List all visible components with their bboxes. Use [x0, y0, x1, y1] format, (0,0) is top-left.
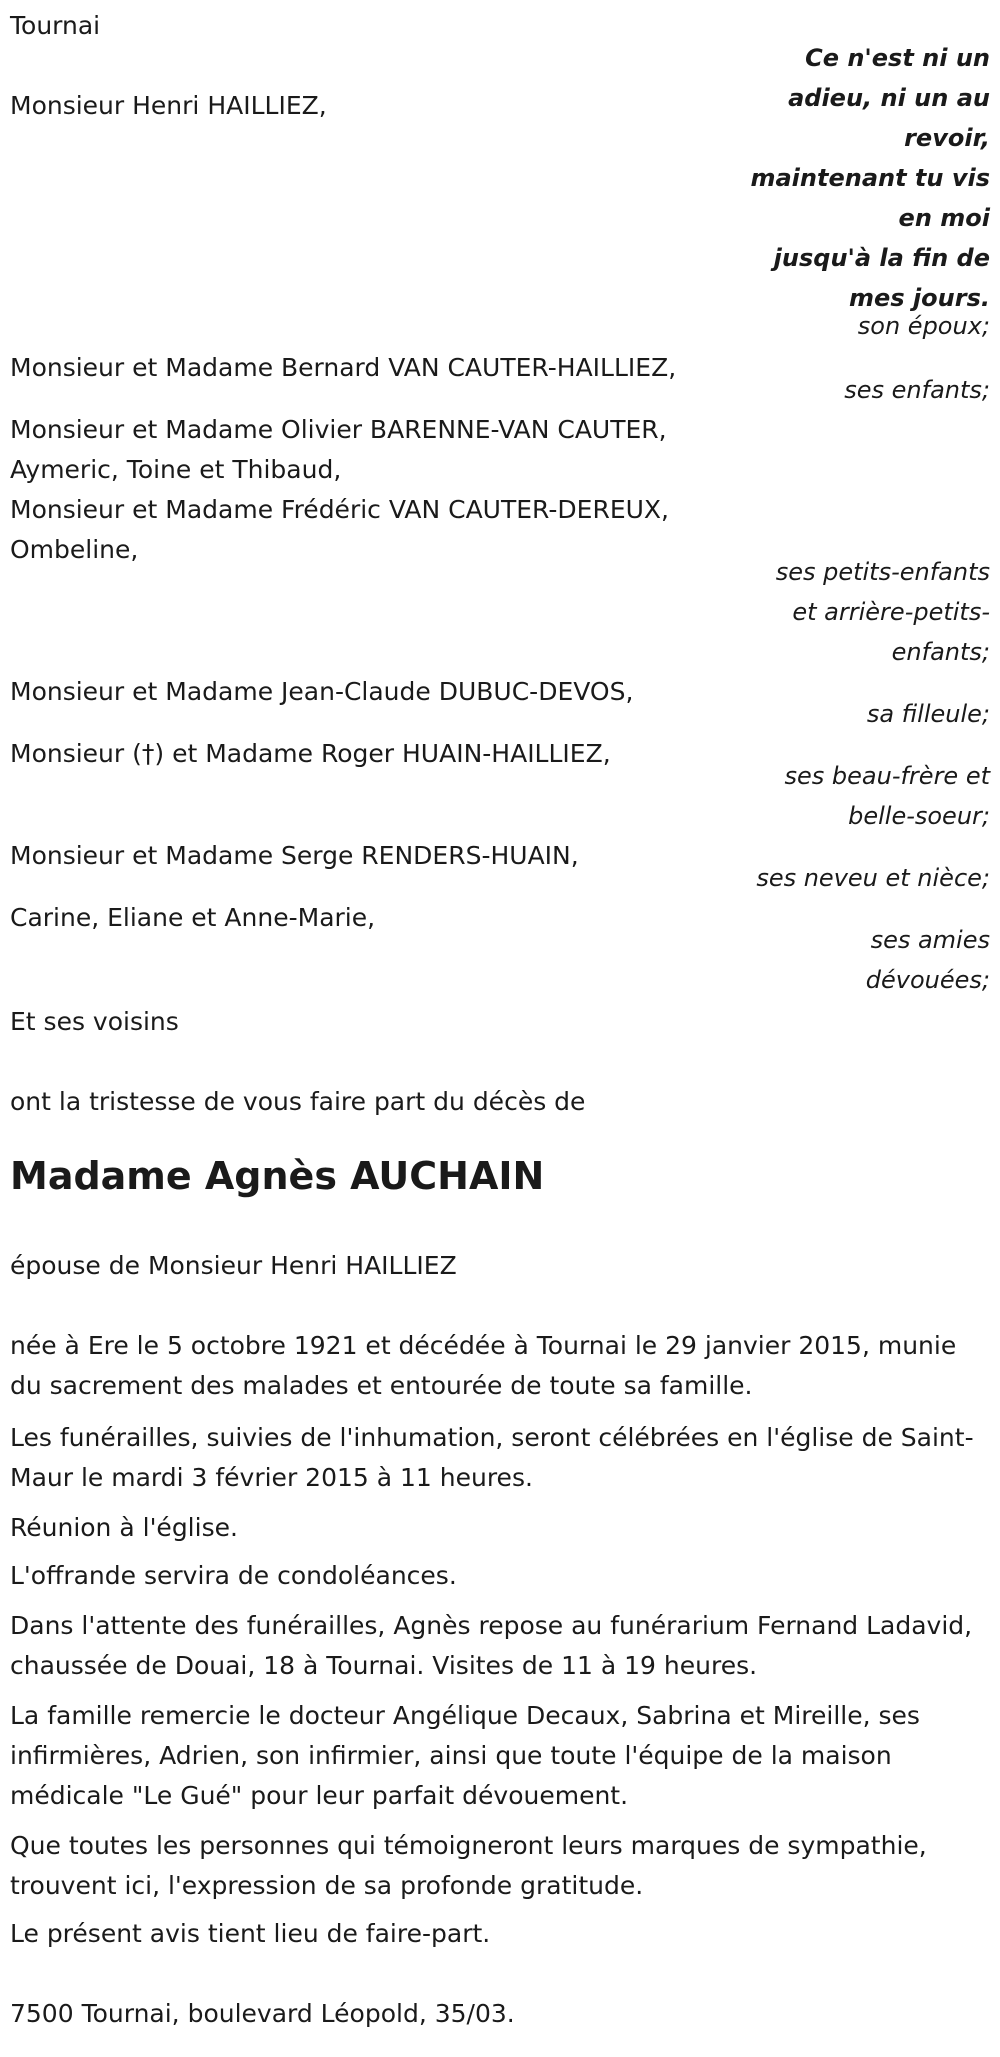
notice-paragraph: Le présent avis tient lieu de faire-part. [10, 1919, 491, 1948]
nephew-name: Monsieur et Madame Serge RENDERS-HUAIN, [10, 841, 579, 870]
neighbors: Et ses voisins [10, 1007, 179, 1036]
nephew-role: ses neveu et nièce; [756, 864, 990, 892]
spouse-line: épouse de Monsieur Henri HAILLIEZ [10, 1251, 457, 1280]
husband-name: Monsieur Henri HAILLIEZ, [10, 91, 327, 120]
friends-role: ses amies dévouées; [865, 926, 990, 994]
goddaughter-role: sa filleule; [866, 700, 990, 728]
thanks-paragraph: La famille remercie le docteur Angélique Decaux, Sabrina et Mireille, ses infirmières, Adrien, son infirmier, ainsi que toute l'équipe de la maison médicale "Le Gué" pour leur parfait dévouement. [10, 1701, 920, 1810]
grandchildren-line: Monsieur et Madame Olivier BARENNE-VAN CAUTER, [10, 415, 667, 444]
funeral-paragraph: Les funérailles, suivies de l'inhumation, seront célébrées en l'église de Saint-Maur le mardi 3 février 2015 à 11 heures. [10, 1423, 974, 1492]
visitation-paragraph: Dans l'attente des funérailles, Agnès repose au funérarium Fernand Ladavid, chaussée de Douai, 18 à Tournai. Visites de 11 à 19 heures. [10, 1611, 973, 1680]
children-role: ses enfants; [844, 376, 990, 404]
announcement: ont la tristesse de vous faire part du décès de [10, 1087, 586, 1116]
quote-line: maintenant tu vis [750, 164, 990, 192]
inlaws-role: ses beau-frère et belle-soeur; [784, 762, 990, 830]
quote-line: revoir, [904, 124, 990, 152]
offering-paragraph: L'offrande servira de condoléances. [10, 1561, 457, 1590]
quote-line: Ce n'est ni un [805, 44, 990, 72]
memorial-quote [690, 38, 990, 318]
address: 7500 Tournai, boulevard Léopold, 35/03. [10, 1999, 515, 2028]
grandchildren-line: Aymeric, Toine et Thibaud, [10, 455, 342, 484]
children-name: Monsieur et Madame Bernard VAN CAUTER-HAILLIEZ, [10, 353, 677, 382]
grandchildren-line: Ombeline, [10, 535, 139, 564]
location: Tournai [10, 11, 101, 40]
friends-name: Carine, Eliane et Anne-Marie, [10, 903, 376, 932]
goddaughter-name: Monsieur et Madame Jean-Claude DUBUC-DEVOS, [10, 677, 634, 706]
inlaws-name: Monsieur (†) et Madame Roger HUAIN-HAILLIEZ, [10, 739, 611, 768]
grandchildren-role: ses petits-enfants et arrière-petits- enfants; [775, 558, 990, 666]
quote-line: mes jours. [849, 284, 990, 312]
gratitude-paragraph: Que toutes les personnes qui témoigneront leurs marques de sympathie, trouvent ici, l'expression de sa profonde gratitude. [10, 1831, 927, 1900]
quote-line: adieu, ni un au [788, 84, 990, 112]
deceased-name: Madame Agnès AUCHAIN [10, 1154, 545, 1198]
grandchildren-line: Monsieur et Madame Frédéric VAN CAUTER-DEREUX, [10, 495, 669, 524]
husband-role: son époux; [857, 312, 990, 340]
quote-line: en moi [898, 204, 990, 232]
meeting-paragraph: Réunion à l'église. [10, 1513, 238, 1542]
birth-death-paragraph: née à Ere le 5 octobre 1921 et décédée à Tournai le 29 janvier 2015, munie du sacrement des malades et entourée de toute sa famille. [10, 1331, 957, 1400]
quote-line: jusqu'à la fin de [773, 244, 990, 272]
